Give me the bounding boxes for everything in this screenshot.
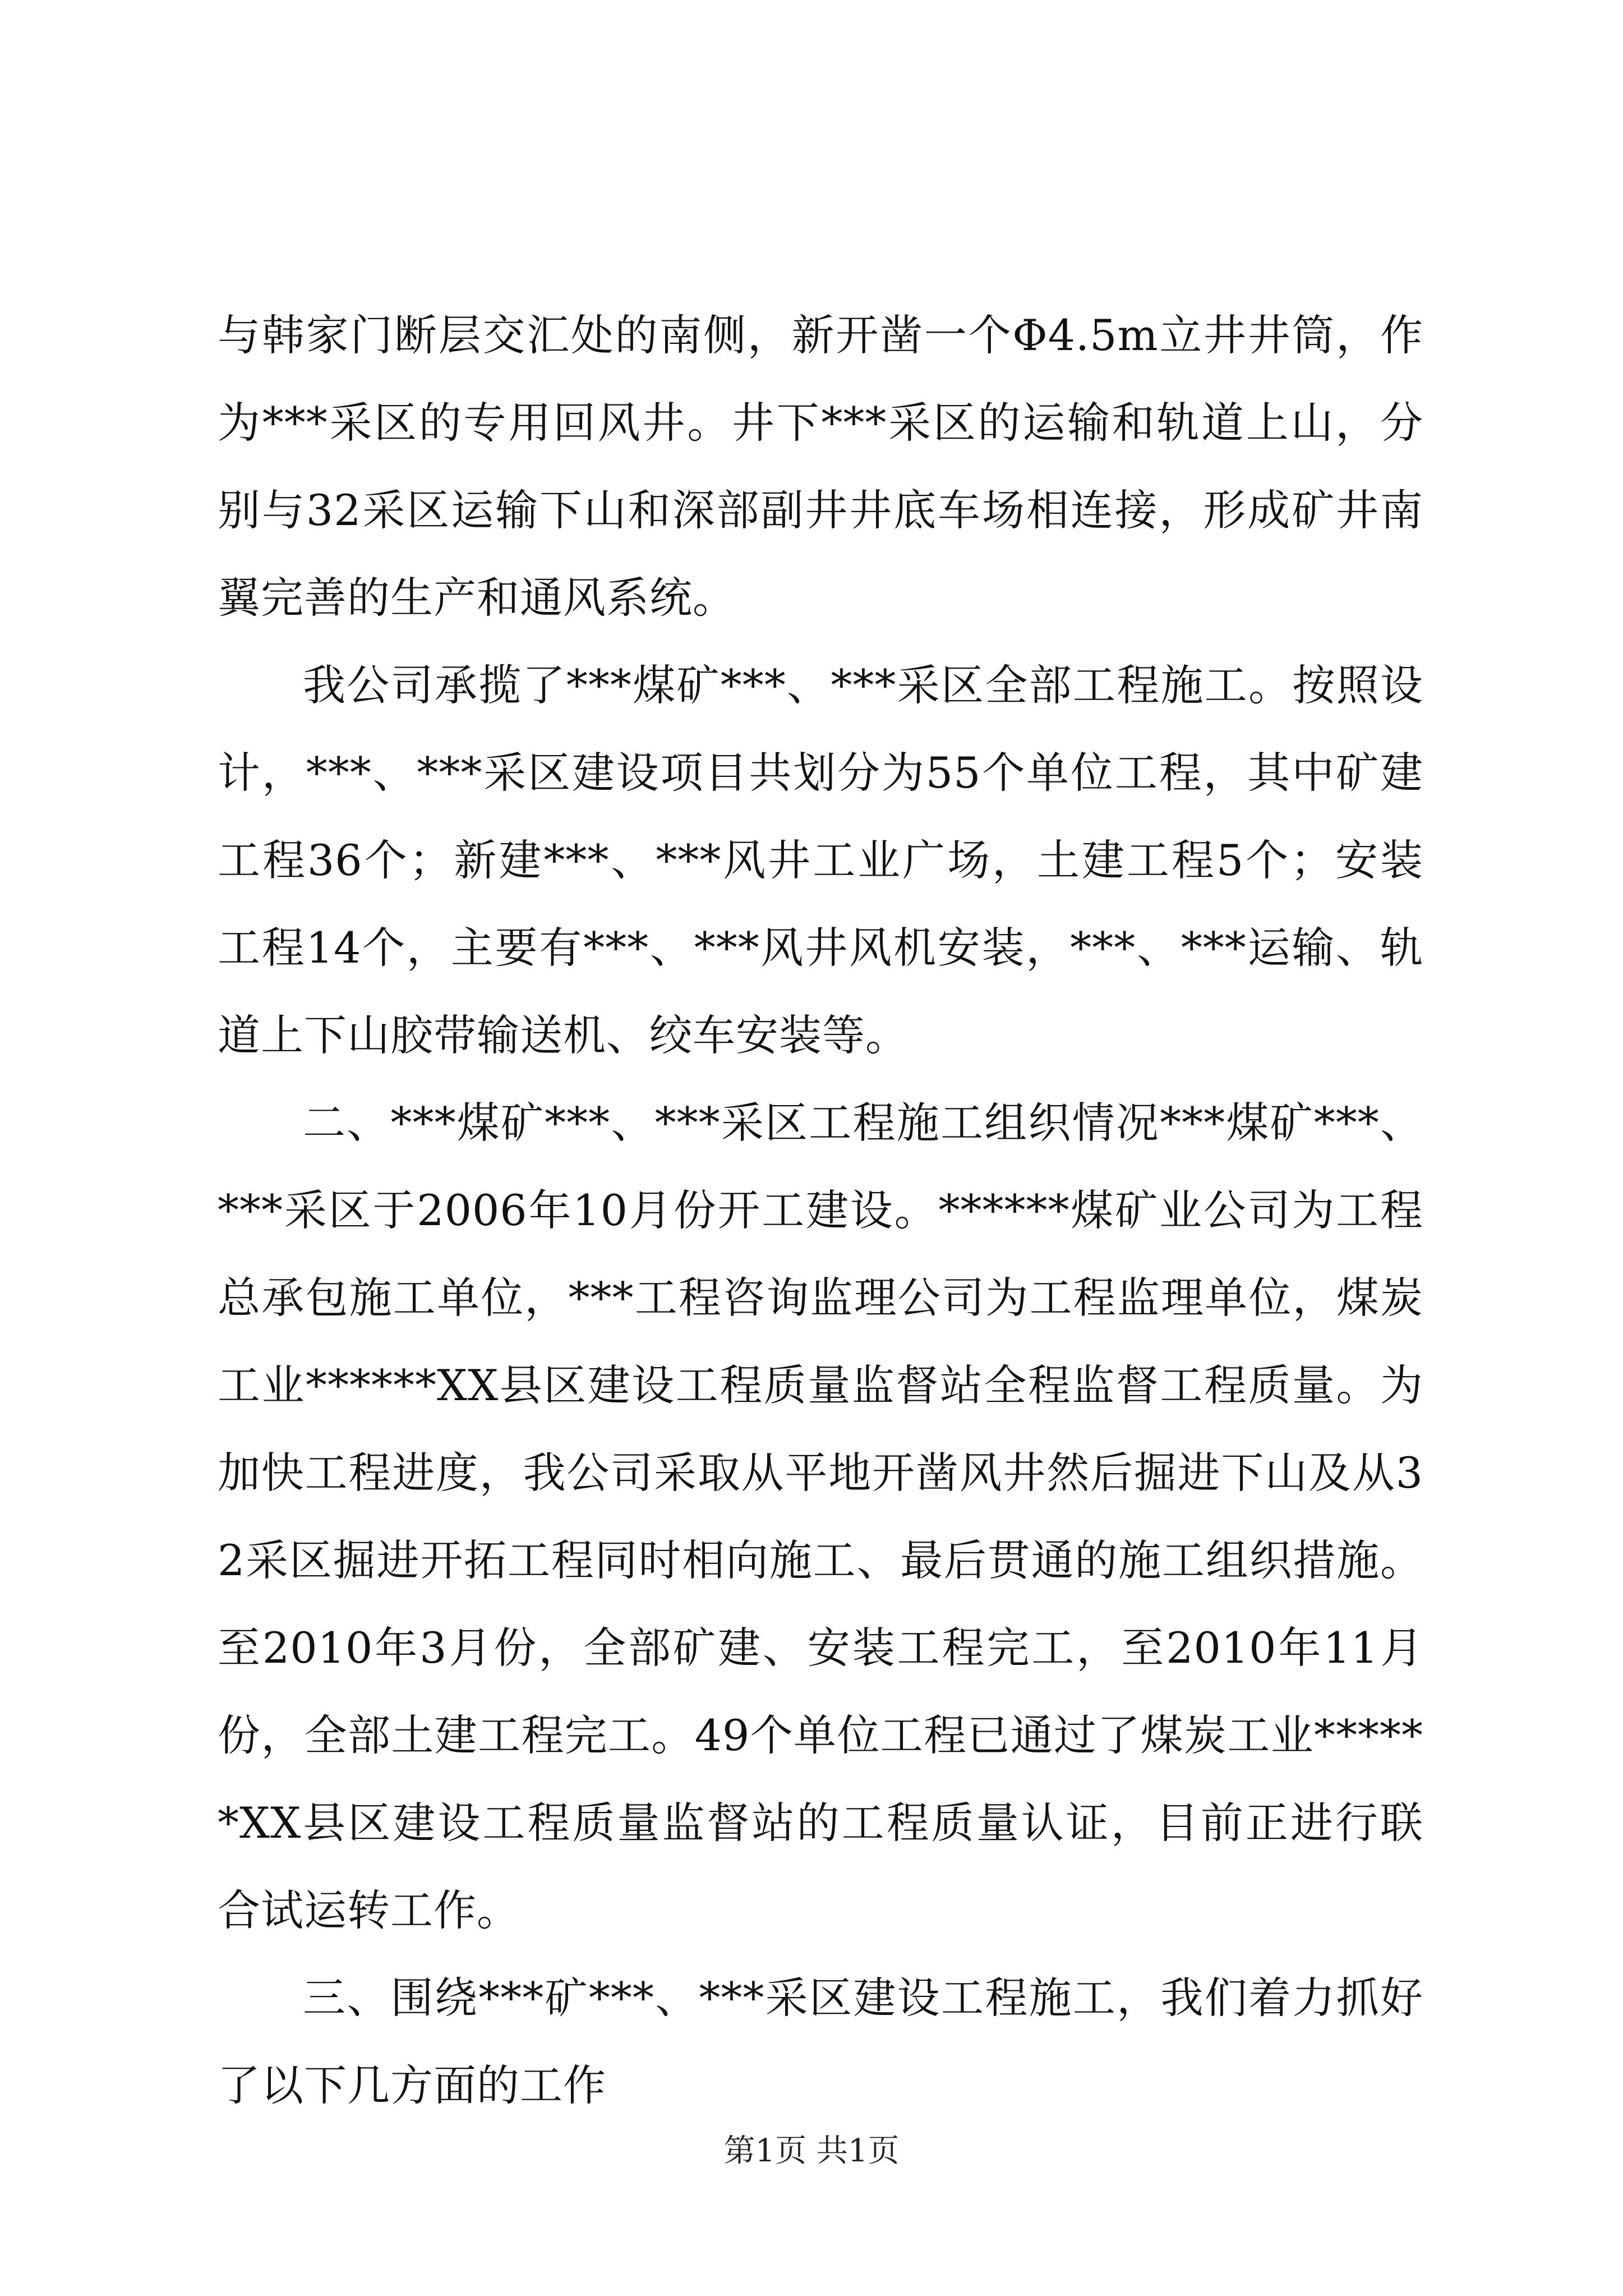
page-footer: 第1页 共1页 — [723, 2133, 900, 2169]
paragraph-continuation: 与韩家门断层交汇处的南侧，新开凿一个Φ4.5m立井井筒，作为***采区的专用回风井。井下***采区的运输和轨道上山，分别与32采区运输下山和深部副井井底车场相连接，形成矿井南翼完善的生产和通风系统。 — [218, 310, 1423, 623]
paragraph-construction-organization: 二、***煤矿***、***采区工程施工组织情况***煤矿***、***采区于2006年10月份开工建设。******煤矿业公司为工程总承包施工单位，***工程咨询监理公司为工程监理单位，煤炭工业******XX县区建设工程质量监督站全程监督工程质量。为加快工程进度，我公司采取从平地开凿风井然后掘进下山及从32采区掘进开拓工程同时相向施工、最后贯通的施工组织措施。至2010年3月份，全部矿建、安装工程完工，至2010年11月份，全部土建工程完工。49个单位工程已通过了煤炭工业******XX县区建设工程质量监督站的工程质量认证，目前正进行联合试运转工作。 — [218, 1098, 1423, 1935]
paragraph-work-focus: 三、围绕***矿***、***采区建设工程施工，我们着力抓好了以下几方面的工作 — [218, 1973, 1423, 2110]
document-body — [218, 292, 1423, 2129]
paragraph-contract-scope: 我公司承揽了***煤矿***、***采区全部工程施工。按照设计，***、***采区建设项目共划分为55个单位工程，其中矿建工程36个；新建***、***风井工业广场，土建工程5个；安装工程14个，主要有***、***风井风机安装，***、***运输、轨道上下山胶带输送机、绞车安装等。 — [218, 660, 1423, 1060]
